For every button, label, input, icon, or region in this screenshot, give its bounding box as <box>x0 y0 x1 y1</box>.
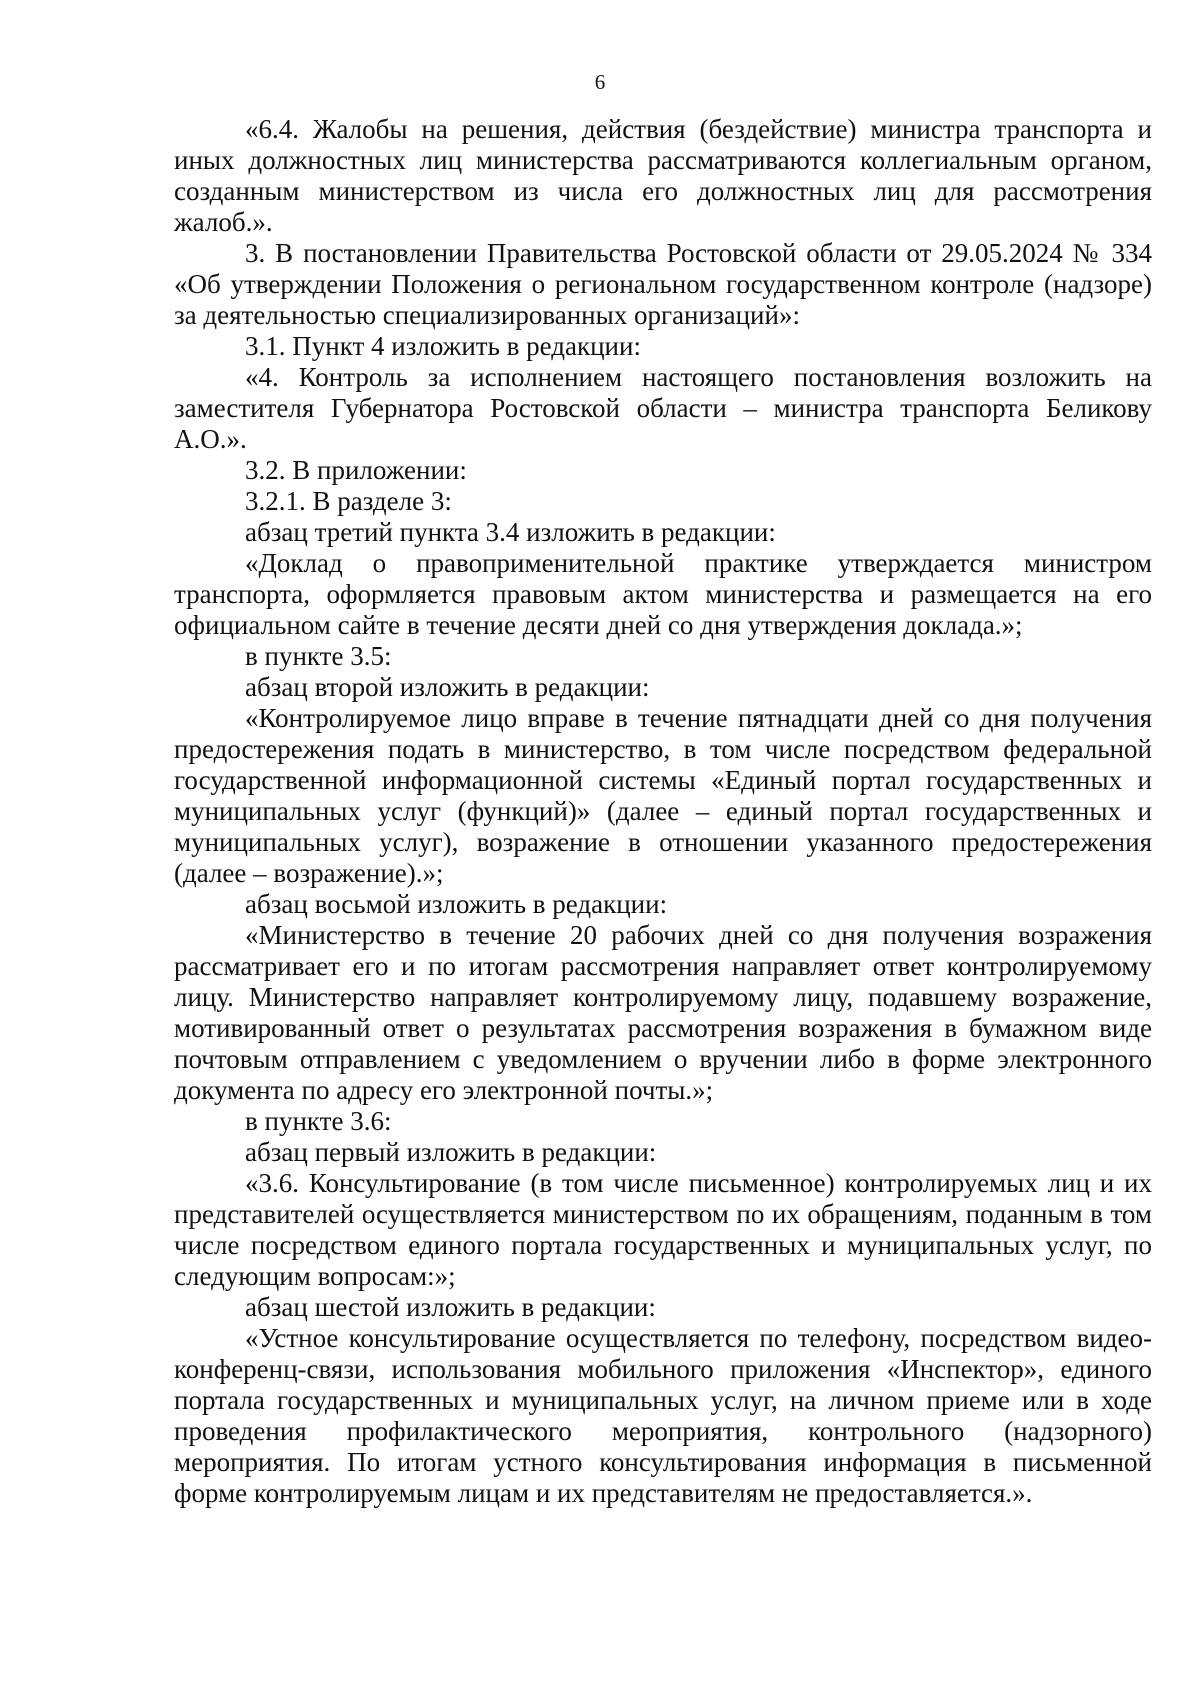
paragraph-point-3-4-third-abzac: абзац третий пункта 3.4 изложить в редакции: <box>245 517 776 547</box>
paragraph-item-3-2-1: 3.2.1. В разделе 3: <box>245 486 452 516</box>
paragraph-eighth-abzac: абзац восьмой изложить в редакции: <box>245 889 668 919</box>
paragraph-sixth-abzac: абзац шестой изложить в редакции: <box>245 1292 656 1322</box>
paragraph-ministry-response: «Министерство в течение 20 рабочих дней со дня получения возражения рассматривает его и по итогам рассмотрения направляет ответ контролируемому лицу. Министерство направляет контролируемому лицу, подавшему возражение, мотивированный ответ о результатах рассмотрения возражения в бумажном виде почтовым отправлением с уведомлением о вручении либо в форме электронного документа по адресу его электронной почты.»; <box>174 920 1152 1105</box>
paragraph-6-4-complaints: «6.4. Жалобы на решения, действия (бездействие) министра транспорта и иных должностных лиц министерства рассматриваются коллегиальным органом, созданным министерством из числа его должностных лиц для рассмотрения жалоб.». <box>174 114 1152 237</box>
paragraph-oral-consulting: «Устное консультирование осуществляется по телефону, посредством видео-конференц-связи, использования мобильного приложения «Инспектор», единого портала государственных и муниципальных услуг, на личном приеме или в ходе проведения профилактического мероприятия, контрольного (надзорного) мероприятия. По итогам устного консультирования информация в письменной форме контролируемым лицам и их представителям не предоставляется.». <box>174 1323 1152 1508</box>
page-number: 6 <box>594 70 606 94</box>
document-body <box>174 114 1152 1509</box>
paragraph-3-6-consulting: «3.6. Консультирование (в том числе письменное) контролируемых лиц и их представителей осуществляется министерством по их обращениям, поданным в том числе посредством единого портала государственных и муниципальных услуг, по следующим вопросам:»; <box>174 1168 1152 1291</box>
paragraph-second-abzac: абзац второй изложить в редакции: <box>245 672 650 702</box>
paragraph-item-3-2: 3.2. В приложении: <box>245 455 467 485</box>
paragraph-point-3-5: в пункте 3.5: <box>245 641 392 671</box>
paragraph-item-3-1: 3.1. Пункт 4 изложить в редакции: <box>245 331 641 361</box>
paragraph-item-3-resolution-334: 3. В постановлении Правительства Ростовской области от 29.05.2024 № 334 «Об утверждении Положения о региональном государственном контроле (надзоре) за деятельностью специализированных организаций»: <box>174 238 1152 330</box>
paragraph-point-4-control: «4. Контроль за исполнением настоящего постановления возложить на заместителя Губернатора Ростовской области – министра транспорта Беликову А.О.». <box>174 362 1152 454</box>
paragraph-point-3-6: в пункте 3.6: <box>245 1106 392 1136</box>
paragraph-objection: «Контролируемое лицо вправе в течение пятнадцати дней со дня получения предостережения подать в министерство, в том числе посредством федеральной государственной информационной системы «Единый портал государственных и муниципальных услуг (функций)» (далее – единый портал государственных и муниципальных услуг), возражение в отношении указанного предостережения (далее – возражение).»; <box>174 703 1152 888</box>
paragraph-report-practice: «Доклад о правоприменительной практике утверждается министром транспорта, оформляется правовым актом министерства и размещается на его официальном сайте в течение десяти дней со дня утверждения доклада.»; <box>174 548 1152 640</box>
paragraph-first-abzac: абзац первый изложить в редакции: <box>245 1137 657 1167</box>
